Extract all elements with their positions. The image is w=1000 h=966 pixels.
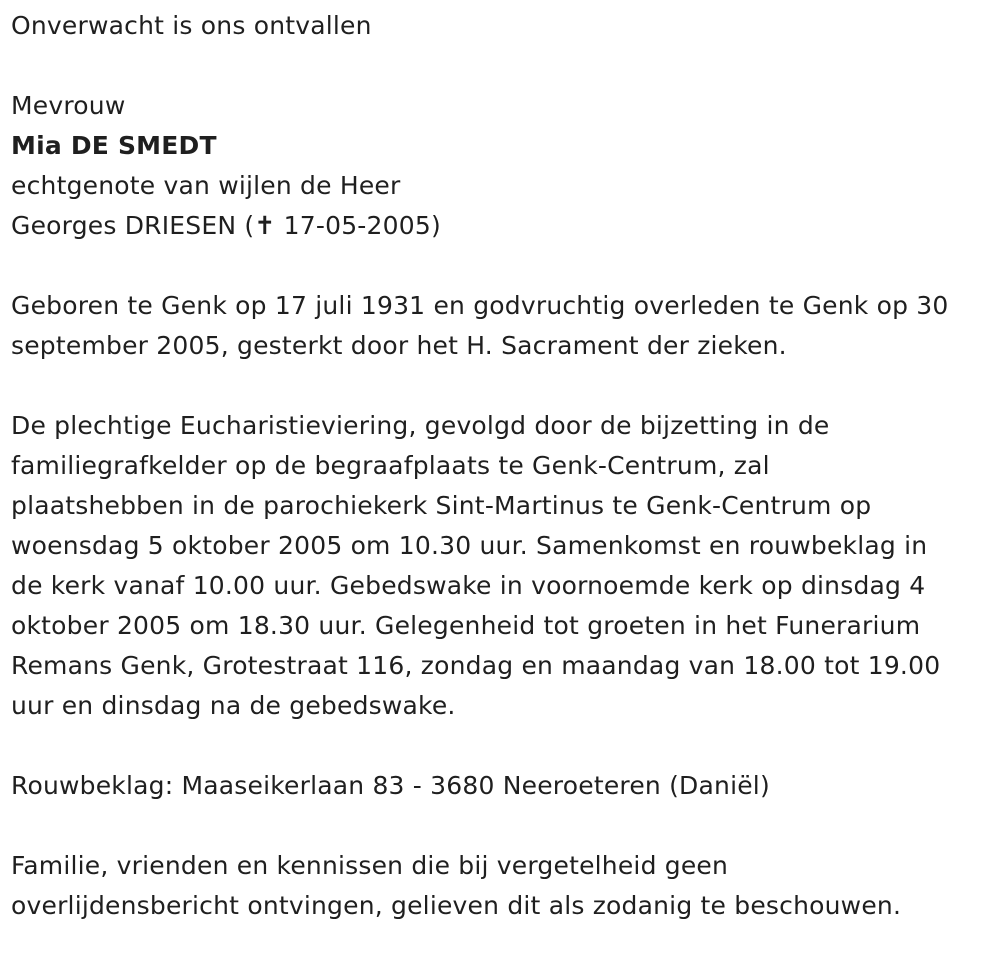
spacer — [11, 46, 986, 86]
deceased-name: Mia DE SMEDT — [11, 131, 217, 160]
paragraph-line: oktober 2005 om 18.30 uur. Gelegenheid tot groeten in het Funerarium — [11, 611, 921, 640]
paragraph-line: uur en dinsdag na de gebedswake. — [11, 691, 456, 720]
spouse-text: Georges DRIESEN (✝ 17-05-2005) — [11, 211, 441, 240]
ceremony-paragraph — [11, 406, 986, 726]
spacer — [11, 366, 986, 406]
honorific: Mevrouw — [11, 91, 126, 120]
paragraph-line: Geboren te Genk op 17 juli 1931 en godvruchtig overleden te Genk op 30 — [11, 291, 949, 320]
condolence-address: Rouwbeklag: Maaseikerlaan 83 - 3680 Neeroeteren (Daniël) — [11, 771, 770, 800]
closing-paragraph — [11, 846, 986, 926]
spacer — [11, 726, 986, 766]
paragraph-line: familiegrafkelder op de begraafplaats te Genk-Centrum, zal — [11, 451, 770, 480]
paragraph-line: woensdag 5 oktober 2005 om 10.30 uur. Samenkomst en rouwbeklag in — [11, 531, 928, 560]
paragraph-line: september 2005, gesterkt door het H. Sacrament der zieken. — [11, 331, 787, 360]
paragraph-line: plaatshebben in de parochiekerk Sint-Martinus te Genk-Centrum op — [11, 491, 872, 520]
relation-text: echtgenote van wijlen de Heer — [11, 171, 401, 200]
death-notice — [11, 6, 986, 926]
paragraph-line: Remans Genk, Grotestraat 116, zondag en maandag van 18.00 tot 19.00 — [11, 651, 941, 680]
paragraph-line: de kerk vanaf 10.00 uur. Gebedswake in voornoemde kerk op dinsdag 4 — [11, 571, 926, 600]
spacer — [11, 246, 986, 286]
birth-death-paragraph — [11, 286, 986, 366]
paragraph-line: De plechtige Eucharistieviering, gevolgd door de bijzetting in de — [11, 411, 830, 440]
paragraph-line: Familie, vrienden en kennissen die bij vergetelheid geen — [11, 851, 729, 880]
spacer — [11, 806, 986, 846]
intro-text: Onverwacht is ons ontvallen — [11, 11, 372, 40]
paragraph-line: overlijdensbericht ontvingen, gelieven dit als zodanig te beschouwen. — [11, 891, 902, 920]
